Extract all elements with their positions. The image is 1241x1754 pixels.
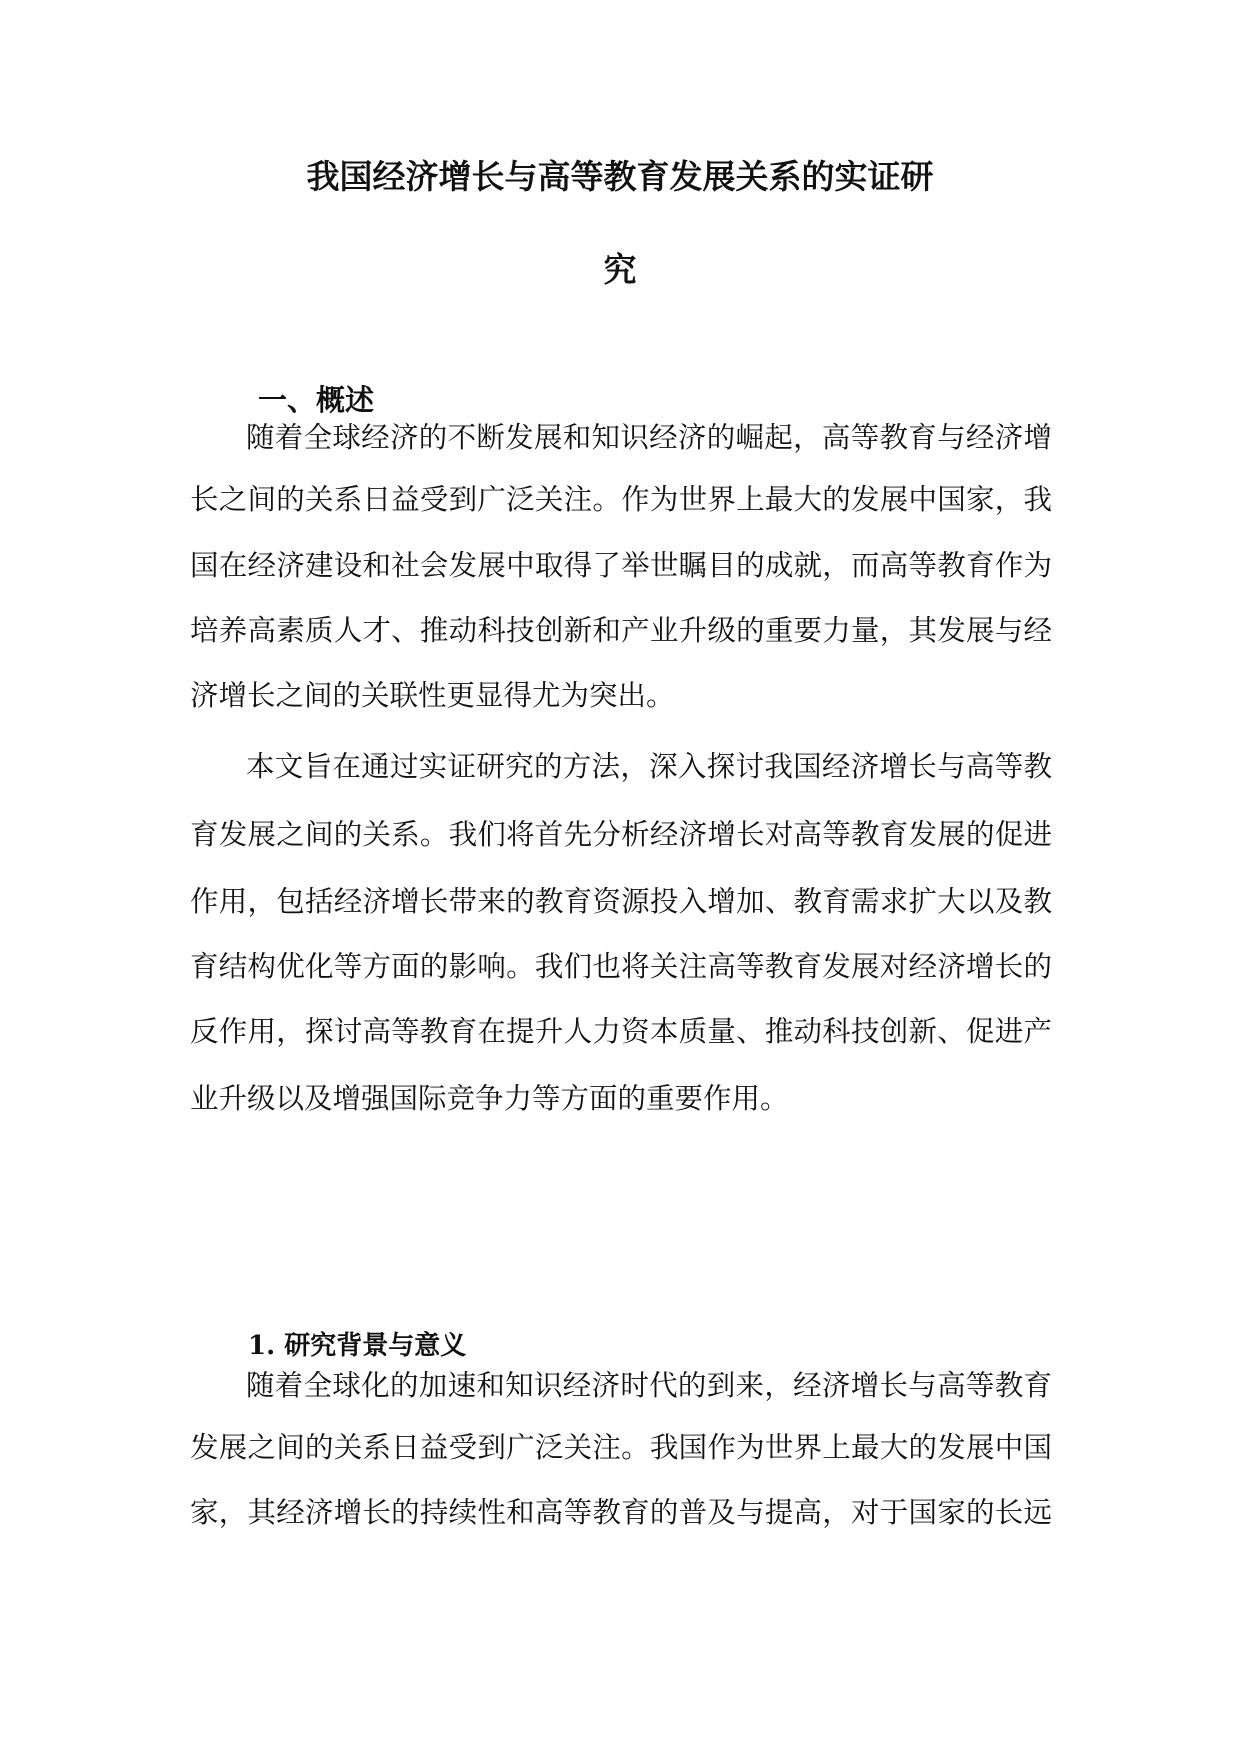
paragraph-2-line-2: 育发展之间的关系。我们将首先分析经济增长对高等教育发展的促进 xyxy=(190,818,1052,851)
document-title-line-1: 我国经济增长与高等教育发展关系的实证研 xyxy=(306,157,934,196)
paragraph-2-line-4: 育结构优化等方面的影响。我们也将关注高等教育发展对经济增长的 xyxy=(190,950,1052,983)
subsection-heading-background: 1. 研究背景与意义 xyxy=(248,1331,467,1361)
section-heading-overview: 一、概述 xyxy=(258,383,375,417)
paragraph-3-line-1: 随着全球化的加速和知识经济时代的到来，经济增长与高等教育 xyxy=(246,1369,1052,1402)
paragraph-1-line-1: 随着全球经济的不断发展和知识经济的崛起，高等教育与经济增 xyxy=(246,421,1052,454)
paragraph-1-line-4: 培养高素质人才、推动科技创新和产业升级的重要力量，其发展与经 xyxy=(190,614,1052,647)
paragraph-3-line-2: 发展之间的关系日益受到广泛关注。我国作为世界上最大的发展中国 xyxy=(190,1431,1052,1464)
paragraph-3-line-3: 家，其经济增长的持续性和高等教育的普及与提高，对于国家的长远 xyxy=(190,1496,1052,1529)
paragraph-1-line-2: 长之间的关系日益受到广泛关注。作为世界上最大的发展中国家，我 xyxy=(190,483,1052,516)
paragraph-1-line-5: 济增长之间的关联性更显得尤为突出。 xyxy=(190,679,675,712)
paragraph-2-line-5: 反作用，探讨高等教育在提升人力资本质量、推动科技创新、促进产 xyxy=(190,1015,1052,1048)
paragraph-2-line-6: 业升级以及增强国际竞争力等方面的重要作用。 xyxy=(190,1082,789,1115)
document-title-line-2: 究 xyxy=(603,250,637,289)
paragraph-2-line-1: 本文旨在通过实证研究的方法，深入探讨我国经济增长与高等教 xyxy=(246,750,1052,783)
paragraph-1-line-3: 国在经济建设和社会发展中取得了举世瞩目的成就，而高等教育作为 xyxy=(190,549,1052,582)
paragraph-2-line-3: 作用，包括经济增长带来的教育资源投入增加、教育需求扩大以及教 xyxy=(190,885,1052,918)
